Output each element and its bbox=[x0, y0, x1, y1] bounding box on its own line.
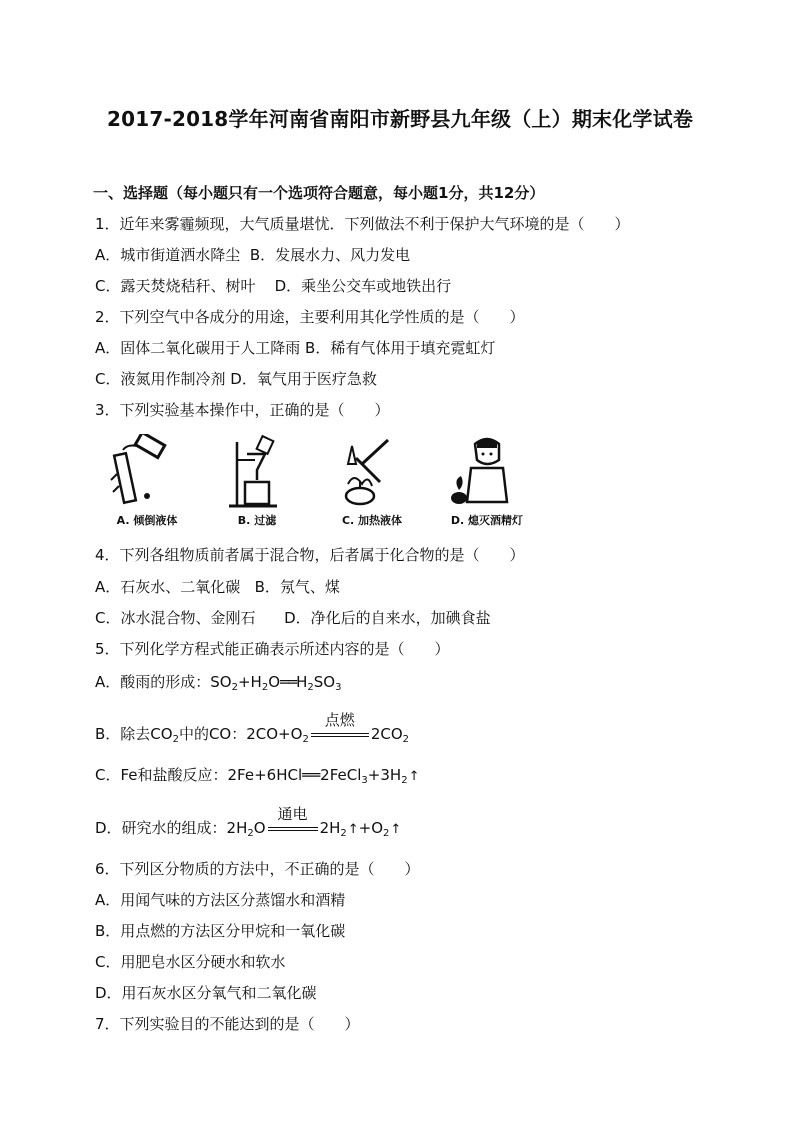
question-4-stem: 4．下列各组物质前者属于混合物，后者属于化合物的是（ ） bbox=[95, 546, 525, 564]
question-5-option-a bbox=[95, 672, 341, 698]
q5a-sub2c: 2 bbox=[307, 682, 314, 693]
q5a-h2: H bbox=[296, 673, 308, 691]
person-blowing-icon bbox=[437, 434, 537, 512]
q5c-plus: +3H bbox=[367, 766, 402, 784]
figure-caption-b: B. 过滤 bbox=[237, 514, 277, 527]
q5a-so: SO bbox=[210, 673, 232, 691]
gas-arrow-icon: ↑ bbox=[390, 822, 402, 837]
q5a-so3: SO bbox=[313, 673, 336, 691]
q5b-sub2: 2 bbox=[172, 734, 179, 745]
q5d-sub2: 2 bbox=[247, 828, 254, 839]
q5c-text: C．Fe和盐酸反应：2Fe+6HCl══2FeCl bbox=[95, 766, 362, 784]
q2-option-c: C．液氮用作制冷剂 bbox=[95, 370, 226, 388]
q5d-label: D．研究水的组成：2H bbox=[95, 819, 248, 837]
q5c-sub3: 3 bbox=[361, 775, 368, 786]
q5d-sub2b: 2 bbox=[340, 828, 347, 839]
question-3-stem: 3．下列实验基本操作中，正确的是（ ） bbox=[95, 401, 390, 419]
figure-filtering bbox=[207, 434, 307, 528]
question-5-option-d bbox=[95, 805, 402, 844]
section-heading: 一、选择题（每小题只有一个选项符合题意，每小题1分，共12分） bbox=[93, 184, 545, 202]
q5b-reaction-condition bbox=[311, 711, 369, 744]
q5d-plus: +O bbox=[358, 819, 384, 837]
q1-option-c: C．露天焚烧秸秆、树叶 bbox=[95, 277, 256, 295]
q5d-sub2c: 2 bbox=[383, 828, 390, 839]
q2-option-b: B．稀有气体用于填充霓虹灯 bbox=[305, 339, 496, 357]
q6-option-c: C．用肥皂水区分硬水和软水 bbox=[95, 953, 286, 971]
q5b-mid: 中的CO：2CO+O bbox=[178, 725, 303, 743]
q5a-equals: ══ bbox=[280, 673, 297, 691]
question-1-options-cd bbox=[95, 276, 451, 296]
question-2-options-ab bbox=[95, 338, 495, 358]
q2-option-d: D．氧气用于医疗急救 bbox=[230, 370, 377, 388]
q5a-label: A．酸雨的形成： bbox=[95, 673, 211, 691]
q5d-reaction-condition bbox=[268, 805, 318, 838]
q5d-equals-bar bbox=[268, 827, 318, 831]
question-5-option-b bbox=[95, 711, 410, 750]
figure-pouring-liquid bbox=[97, 434, 197, 528]
figure-caption-c: C. 加热液体 bbox=[341, 514, 403, 527]
filter-funnel-icon bbox=[207, 434, 307, 512]
figure-heating-liquid bbox=[322, 434, 422, 528]
question-2-options-cd bbox=[95, 369, 377, 389]
pouring-liquid-icon bbox=[97, 434, 197, 512]
figure-caption-a: A. 倾倒液体 bbox=[116, 514, 178, 527]
q5a-o: O bbox=[268, 673, 281, 691]
q1-option-b: B．发展水力、风力发电 bbox=[249, 246, 411, 264]
q4-option-b: B．氖气、煤 bbox=[254, 578, 340, 596]
q6-option-a: A．用闻气味的方法区分蒸馏水和酒精 bbox=[95, 891, 346, 909]
q4-option-c: C．冰水混合物、金刚石 bbox=[95, 609, 256, 627]
gas-arrow-icon: ↑ bbox=[347, 822, 359, 837]
heating-tube-icon bbox=[322, 434, 422, 512]
q5a-h: +H bbox=[237, 673, 262, 691]
q5d-right: 2H bbox=[319, 819, 341, 837]
question-4-options-cd bbox=[95, 608, 491, 628]
q3-figures bbox=[97, 434, 537, 528]
q1-option-a: A．城市街道洒水降尘 bbox=[95, 246, 241, 264]
q5c-sub2: 2 bbox=[401, 775, 408, 786]
q4-option-d: D．净化后的自来水，加碘食盐 bbox=[284, 609, 491, 627]
q4-option-a: A．石灰水、二氧化碳 bbox=[95, 578, 241, 596]
figure-caption-d: D. 熄灭酒精灯 bbox=[450, 514, 524, 527]
q5b-label: B．除去 bbox=[95, 725, 151, 743]
question-6-stem: 6．下列区分物质的方法中，不正确的是（ ） bbox=[95, 860, 420, 878]
question-1-stem: 1．近年来雾霾频现，大气质量堪忧．下列做法不利于保护大气环境的是（ ） bbox=[95, 215, 630, 233]
question-7-stem: 7．下列实验目的不能达到的是（ ） bbox=[95, 1015, 360, 1033]
q6-option-d: D．用石灰水区分氧气和二氧化碳 bbox=[95, 984, 317, 1002]
q5d-o: O bbox=[253, 819, 266, 837]
question-2-stem: 2．下列空气中各成分的用途，主要利用其化学性质的是（ ） bbox=[95, 308, 525, 326]
q1-option-d: D．乘坐公交车或地铁出行 bbox=[274, 277, 452, 295]
figure-extinguish-lamp bbox=[437, 434, 537, 528]
page-title: 2017-2018学年河南省南阳市新野县九年级（上）期末化学试卷 bbox=[106, 107, 694, 131]
question-4-options-ab bbox=[95, 577, 340, 597]
q6-option-b: B．用点燃的方法区分甲烷和一氧化碳 bbox=[95, 922, 346, 940]
q5b-sub2b: 2 bbox=[302, 734, 309, 745]
q5b-sub2c: 2 bbox=[402, 734, 410, 745]
q5a-sub3: 3 bbox=[335, 682, 342, 693]
question-5-stem: 5．下列化学方程式能正确表示所述内容的是（ ） bbox=[95, 640, 450, 658]
q5b-co2: CO bbox=[150, 725, 173, 743]
question-5-option-c bbox=[95, 765, 419, 791]
q5b-right: 2CO bbox=[370, 725, 403, 743]
q5d-cond-text: 通电 bbox=[277, 805, 308, 823]
q5b-cond-text: 点燃 bbox=[324, 711, 355, 729]
q5b-equals-bar bbox=[311, 733, 369, 737]
q5a-sub2: 2 bbox=[231, 682, 238, 693]
question-1-options-ab bbox=[95, 245, 410, 265]
q2-option-a: A．固体二氧化碳用于人工降雨 bbox=[95, 339, 301, 357]
q5a-sub2b: 2 bbox=[261, 682, 269, 693]
gas-arrow-icon: ↑ bbox=[408, 769, 420, 784]
